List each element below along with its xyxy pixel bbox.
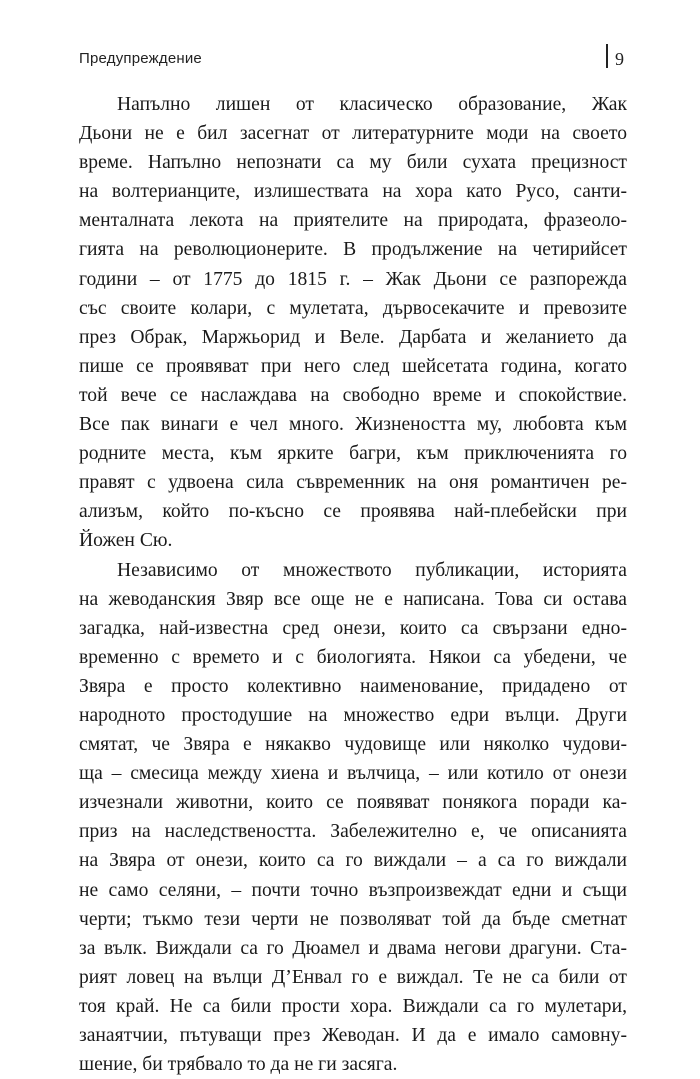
paragraph-2	[79, 556, 627, 1079]
text-line: ща – смесица между хиена и вълчица, – или котило от онези	[79, 759, 627, 788]
text-line: със своите колари, с мулетата, дървосекачите и превозите	[79, 294, 627, 323]
text-line: приз на наследствеността. Забележително е, че описанията	[79, 817, 627, 846]
text-line: Дьони не е бил засегнат от литературните моди на своето	[79, 119, 627, 148]
text-line: на волтерианците, излишествата на хора като Русо, санти-	[79, 177, 627, 206]
text-line: Звяра е просто колективно наименование, придадено от	[79, 672, 627, 701]
text-line: временно с времето и с биологията. Някои са убедени, че	[79, 643, 627, 672]
text-line: ализъм, който по-късно се проявява най-плебейски при	[79, 497, 627, 526]
text-line: Напълно лишен от класическо образование, Жак	[79, 90, 627, 119]
text-line: шение, би трябвало то да не ги засяга.	[79, 1050, 627, 1079]
paragraph-1	[79, 90, 627, 556]
text-line: години – от 1775 до 1815 г. – Жак Дьони се разпорежда	[79, 265, 627, 294]
text-line: менталната лекота на приятелите на природата, фразеоло-	[79, 206, 627, 235]
text-line: пише се проявяват при него след шейсетата година, когато	[79, 352, 627, 381]
text-line: изчезнали животни, които се появяват понякога поради ка-	[79, 788, 627, 817]
page-number: 9	[615, 49, 624, 70]
page-header	[79, 44, 630, 74]
text-line: на жеводанския Звяр все още не е написана. Това си остава	[79, 585, 627, 614]
text-line: черти; тъкмо тези черти не позволяват той да бъде сметнат	[79, 905, 627, 934]
text-line: правят с удвоена сила съвременник на оня романтичен ре-	[79, 468, 627, 497]
text-line: загадка, най-известна сред онези, които са свързани едно-	[79, 614, 627, 643]
text-line: занаятчии, пътуващи през Жеводан. И да е имало самовну-	[79, 1021, 627, 1050]
text-line: Все пак винаги е чел много. Жизнеността му, любовта към	[79, 410, 627, 439]
text-line: през Обрак, Маржьорид и Веле. Дарбата и желанието да	[79, 323, 627, 352]
text-line: смятат, че Звяра е някакво чудовище или няколко чудови-	[79, 730, 627, 759]
text-line: народното простодушие на множество едри вълци. Други	[79, 701, 627, 730]
body-text	[79, 90, 627, 1079]
running-title: Предупреждение	[79, 50, 202, 67]
text-line: рият ловец на вълци Д’Енвал го е виждал. Те не са били от	[79, 963, 627, 992]
text-line: на Звяра от онези, които са го виждали – а са го виждали	[79, 846, 627, 875]
text-line: не само селяни, – почти точно възпроизвеждат едни и същи	[79, 876, 627, 905]
text-line: родните места, към ярките багри, към приключенията го	[79, 439, 627, 468]
folio-divider	[606, 44, 608, 68]
text-line: за вълк. Виждали са го Дюамел и двама негови драгуни. Ста-	[79, 934, 627, 963]
text-line: гията на революционерите. В продължение на четирийсет	[79, 235, 627, 264]
text-line: Независимо от множеството публикации, историята	[79, 556, 627, 585]
text-line: тоя край. Не са били прости хора. Виждали са го мулетари,	[79, 992, 627, 1021]
text-line: той вече се наслаждава на свободно време и спокойствие.	[79, 381, 627, 410]
text-line: Йожен Сю.	[79, 526, 627, 555]
text-line: време. Напълно непознати са му били сухата прецизност	[79, 148, 627, 177]
